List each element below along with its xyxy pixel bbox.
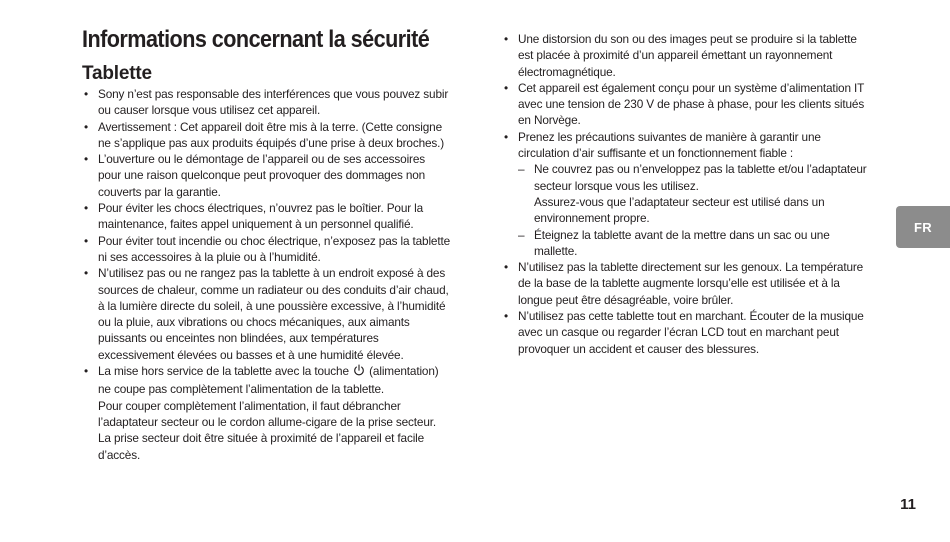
language-tab: FR	[896, 206, 950, 248]
list-item: • Pour éviter les chocs électriques, n’ouvrez pas le boîtier. Pour la maintenance, faites appel uniquement à un personnel qualifié.	[82, 200, 450, 233]
power-item-text-after: (alimentation) ne coupe pas complètement l’alimentation de la tablette.	[98, 364, 439, 397]
sub-item-text: – Éteignez la tablette avant de la mettre dans un sac ou une mallette.	[534, 227, 830, 258]
sub-list-item	[518, 227, 870, 260]
list-item: • N’utilisez pas cette tablette tout en marchant. Écouter de la musique avec un casque ou regarder l’écran LCD tout en marchant peut provoquer un accident et causer des blessures.	[502, 308, 870, 357]
list-item: • L’ouverture ou le démontage de l’appareil ou de ses accessoires pour une raison quelconque peut provoquer des dommages non couverts par la garantie.	[82, 151, 450, 200]
page-number: 11	[900, 496, 916, 513]
list-item-power	[82, 363, 450, 463]
ventilation-sub-list	[518, 161, 870, 259]
power-item-continuation: Pour couper complètement l’alimentation, il faut débrancher l’adaptateur secteur ou le cordon allume-cigare de la prise secteur. La prise secteur doit être située à proximité de l’appareil et facile d’accès.	[98, 398, 437, 462]
power-item-text-before: La mise hors service de la tablette avec la touche	[98, 364, 349, 379]
sub-item-text: – Ne couvrez pas ou n’enveloppez pas la tablette et/ou l’adaptateur secteur lorsque vous les utilisez.	[534, 162, 867, 193]
list-item: • N’utilisez pas la tablette directement sur les genoux. La température de la base de la tablette augmente lorsqu’elle est utilisée et à la longue peut être désagréable, voire brûler.	[502, 259, 870, 308]
list-item: • Pour éviter tout incendie ou choc électrique, n’exposez pas la tablette ni ses accessoires à la pluie ou à l’humidité.	[82, 233, 450, 266]
sub-list-item	[518, 161, 870, 226]
safety-list-right	[502, 31, 870, 357]
ventilation-text: • Prenez les précautions suivantes de manière à garantir une circulation d’air suffisante et un fonctionnement fiable :	[518, 129, 821, 161]
list-item: • N’utilisez pas ou ne rangez pas la tablette à un endroit exposé à des sources de chaleur, comme un radiateur ou des conduits d’air chaud, à la lumière directe du soleil, à une poussière excessive, à l’humidité ou la pluie, aux vibrations ou chocs mécaniques, aux aimants puissants ou enceintes non blindées, aux températures excessivement élevées ou basses et à une humidité élevée.	[82, 265, 450, 363]
list-item: • Une distorsion du son ou des images peut se produire si la tablette est placée à proximité d’un appareil émettant un rayonnement électromagnétique.	[502, 31, 870, 80]
left-column	[82, 86, 450, 463]
safety-list-left	[82, 86, 450, 463]
sub-item-continuation: Assurez-vous que l’adaptateur secteur est utilisé dans un environnement propre.	[534, 194, 825, 226]
page-title: Informations concernant la sécurité	[82, 26, 430, 53]
list-item: • Cet appareil est également conçu pour un système d’alimentation IT avec une tension de 230 V de phase à phase, pour les clients situés en Norvège.	[502, 80, 870, 129]
list-item: • Sony n’est pas responsable des interférences que vous pouvez subir ou causer lorsque vous utilisez cet appareil.	[82, 86, 450, 119]
list-item-ventilation	[502, 129, 870, 259]
right-column	[502, 31, 870, 357]
list-item: • Avertissement : Cet appareil doit être mis à la terre. (Cette consigne ne s’applique pas aux produits équipés d’une prise à deux broches.)	[82, 119, 450, 152]
section-title: Tablette	[82, 63, 152, 84]
power-icon	[353, 364, 365, 381]
